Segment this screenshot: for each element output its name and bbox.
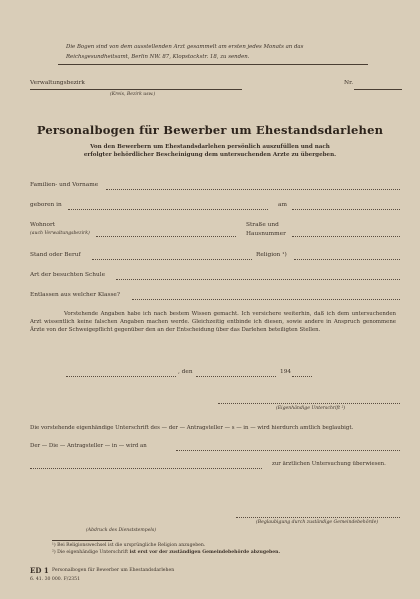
wohnort-note: (auch Verwaltungsbezirk) [30,231,90,236]
strasse-label: Straße und [246,222,279,228]
am-field[interactable] [292,209,400,210]
der-die-text: Der — Die — Antragsteller — in — wird an [30,443,147,449]
authority-signature-field[interactable] [236,517,400,518]
form-title: Personalbogen für Bewerber um Ehestandsdarlehen [36,123,384,137]
declaration-text [30,311,396,334]
year-field[interactable] [292,376,312,377]
geboren-field[interactable] [68,209,268,210]
form-subtitle [30,143,390,159]
subtitle-line2: erfolgter behördlicher Bescheinigung dem untersuchenden Arzte zu übergeben. [83,152,337,158]
print-code: 6. 41. 30 000. F/2351 [30,577,81,582]
nr-label: Nr. [344,80,354,86]
form-code: ED 1 [30,566,49,575]
wohnort-field[interactable] [96,236,236,237]
ueberwiesen-text: zur ärztlichen Untersuchung überwiesen. [272,461,386,467]
verwaltungsbezirk-line[interactable] [30,89,242,90]
entlassen-label: Entlassen aus welcher Klasse? [30,292,120,298]
year-label: 194 [280,369,292,375]
familienname-field[interactable] [106,189,400,190]
stand-label: Stand oder Beruf [30,252,81,258]
ueberwiesen-an-field-2[interactable] [30,468,262,469]
geboren-label: geboren in [30,202,62,208]
footnote-rule [52,540,112,541]
schule-label: Art der besuchten Schule [30,272,106,278]
am-label: am [278,202,287,208]
signature-note: (Eigenhändige Unterschrift ²) [276,406,346,411]
footnote-2 [52,550,280,555]
familienname-label: Familien- und Vorname [30,182,99,188]
signature-field[interactable] [218,403,400,404]
wohnort-label: Wohnort [30,222,56,228]
subtitle-line1: Von den Bewerbern um Ehestandsdarlehen persönlich auszufüllen und nach [90,144,330,150]
kreis-note: (Kreis, Bezirk usw.) [110,92,156,97]
religion-field[interactable] [294,259,400,260]
footnote-2-part-a: ²) Die eigenhändige Unterschrift [52,550,129,555]
ueberwiesen-an-field[interactable] [176,450,400,451]
verwaltungsbezirk-label: Verwaltungsbezirk [30,80,85,86]
header-notice-line1: Die Bogen sind von dem ausstellenden Arzt gesammelt am ersten jedes Monats an das [66,44,304,50]
place-field[interactable] [66,376,176,377]
strasse-field[interactable] [292,236,400,237]
footnote-2-part-b: ist erst vor der zuständigen Gemeindebehörde abzugeben. [129,550,281,555]
header-notice-line2: Reichsgesundheitsamt, Berlin NW. 87, Klopstockstr. 18, zu senden. [66,54,250,60]
religion-label: Religion ¹) [256,252,287,258]
hausnummer-label: Hausnummer [246,231,286,237]
den-label: , den [178,369,193,375]
declaration-body: Vorstehende Angaben habe ich nach bestem Wissen gemacht. Ich versichere weiterhin, daß ich dem untersuchenden Arzt wissentlich keine falschen Angaben machen werde. Gleichzeitig entbinde ich diesen, sowie andere in Anspruch genommene Ärzte von der Schweigepflicht gegenüber den an der Entscheidung über das Darlehen beteiligten Stellen. [30,311,396,333]
stand-field[interactable] [92,259,252,260]
nr-line[interactable] [354,89,402,90]
stamp-note: (Abdruck des Dienststempels) [86,528,157,533]
footnote-1: ¹) Bei Religionswechsel ist die ursprüngliche Religion anzugeben. [52,543,206,548]
beglaubigung-note: (Beglaubigung durch zuständige Gemeindebehörde) [256,520,379,525]
beglaubigung-text: Die vorstehende eigenhändige Unterschrift des — der — Antragsteller — s — in — wird hierdurch amtlich beglaubigt. [30,425,354,431]
schule-field[interactable] [116,279,400,280]
form-description: Personalbogen für Bewerber um Ehestandsdarlehen [52,568,175,573]
date-field[interactable] [196,376,276,377]
entlassen-field[interactable] [132,299,400,300]
